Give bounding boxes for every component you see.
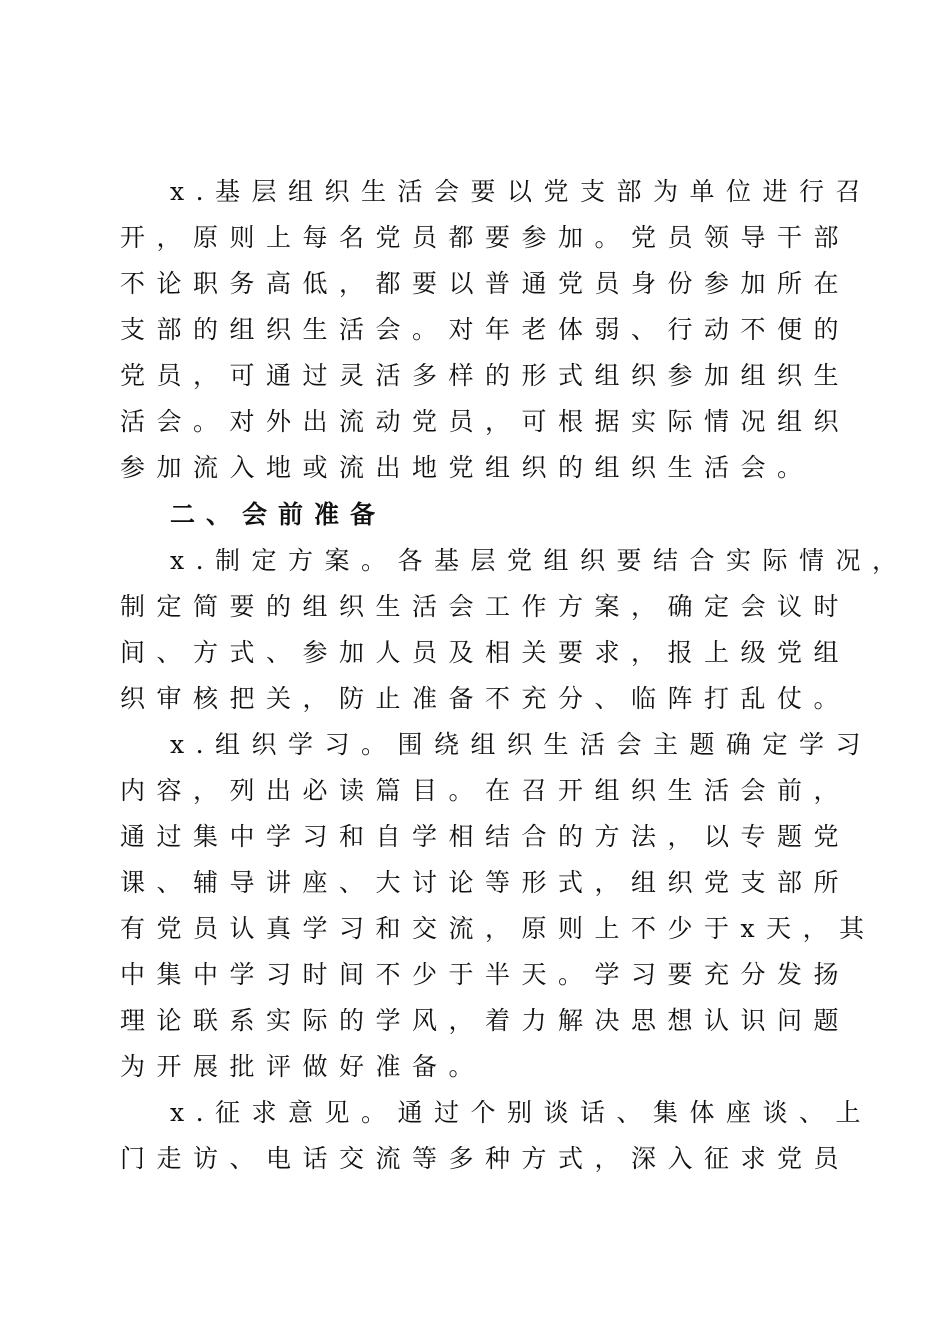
paragraph-line: 为开展批评做好准备。 xyxy=(120,1052,486,1081)
paragraph-line: 活会。对外出流动党员，可根据实际情况组织 xyxy=(120,407,851,436)
paragraph-line: 间、方式、参加人员及相关要求，报上级党组 xyxy=(120,638,851,667)
paragraph-line: x.基层组织生活会要以党支部为单位进行召 xyxy=(170,177,873,206)
paragraph-line: x.组织学习。围绕组织生活会主题确定学习 xyxy=(170,730,873,759)
paragraph-line: 通过集中学习和自学相结合的方法，以专题党 xyxy=(120,822,851,851)
paragraph-line: 织审核把关，防止准备不充分、临阵打乱仗。 xyxy=(120,684,851,713)
paragraph-line: 不论职务高低，都要以普通党员身份参加所在 xyxy=(120,269,851,298)
paragraph-line: 开，原则上每名党员都要参加。党员领导干部 xyxy=(120,223,851,252)
paragraph-line: 参加流入地或流出地党组织的组织生活会。 xyxy=(120,453,814,482)
paragraph-line: 党员，可通过灵活多样的形式组织参加组织生 xyxy=(120,361,851,390)
section-heading: 二、会前准备 xyxy=(170,500,387,529)
paragraph-line: 中集中学习时间不少于半天。学习要充分发扬 xyxy=(120,960,851,989)
paragraph-line: x.征求意见。通过个别谈话、集体座谈、上 xyxy=(170,1098,873,1127)
paragraph-line: 有党员认真学习和交流，原则上不少于x天，其 xyxy=(120,914,876,943)
paragraph-line: 课、辅导讲座、大讨论等形式，组织党支部所 xyxy=(120,868,851,897)
paragraph-line: 制定简要的组织生活会工作方案，确定会议时 xyxy=(120,592,851,621)
paragraph-line: 内容，列出必读篇目。在召开组织生活会前， xyxy=(120,776,851,805)
paragraph-line: 支部的组织生活会。对年老体弱、行动不便的 xyxy=(120,315,851,344)
paragraph-line: 门走访、电话交流等多种方式，深入征求党员 xyxy=(120,1144,851,1173)
paragraph-line: 理论联系实际的学风，着力解决思想认识问题 xyxy=(120,1006,851,1035)
paragraph-line: x.制定方案。各基层党组织要结合实际情况， xyxy=(170,546,909,575)
